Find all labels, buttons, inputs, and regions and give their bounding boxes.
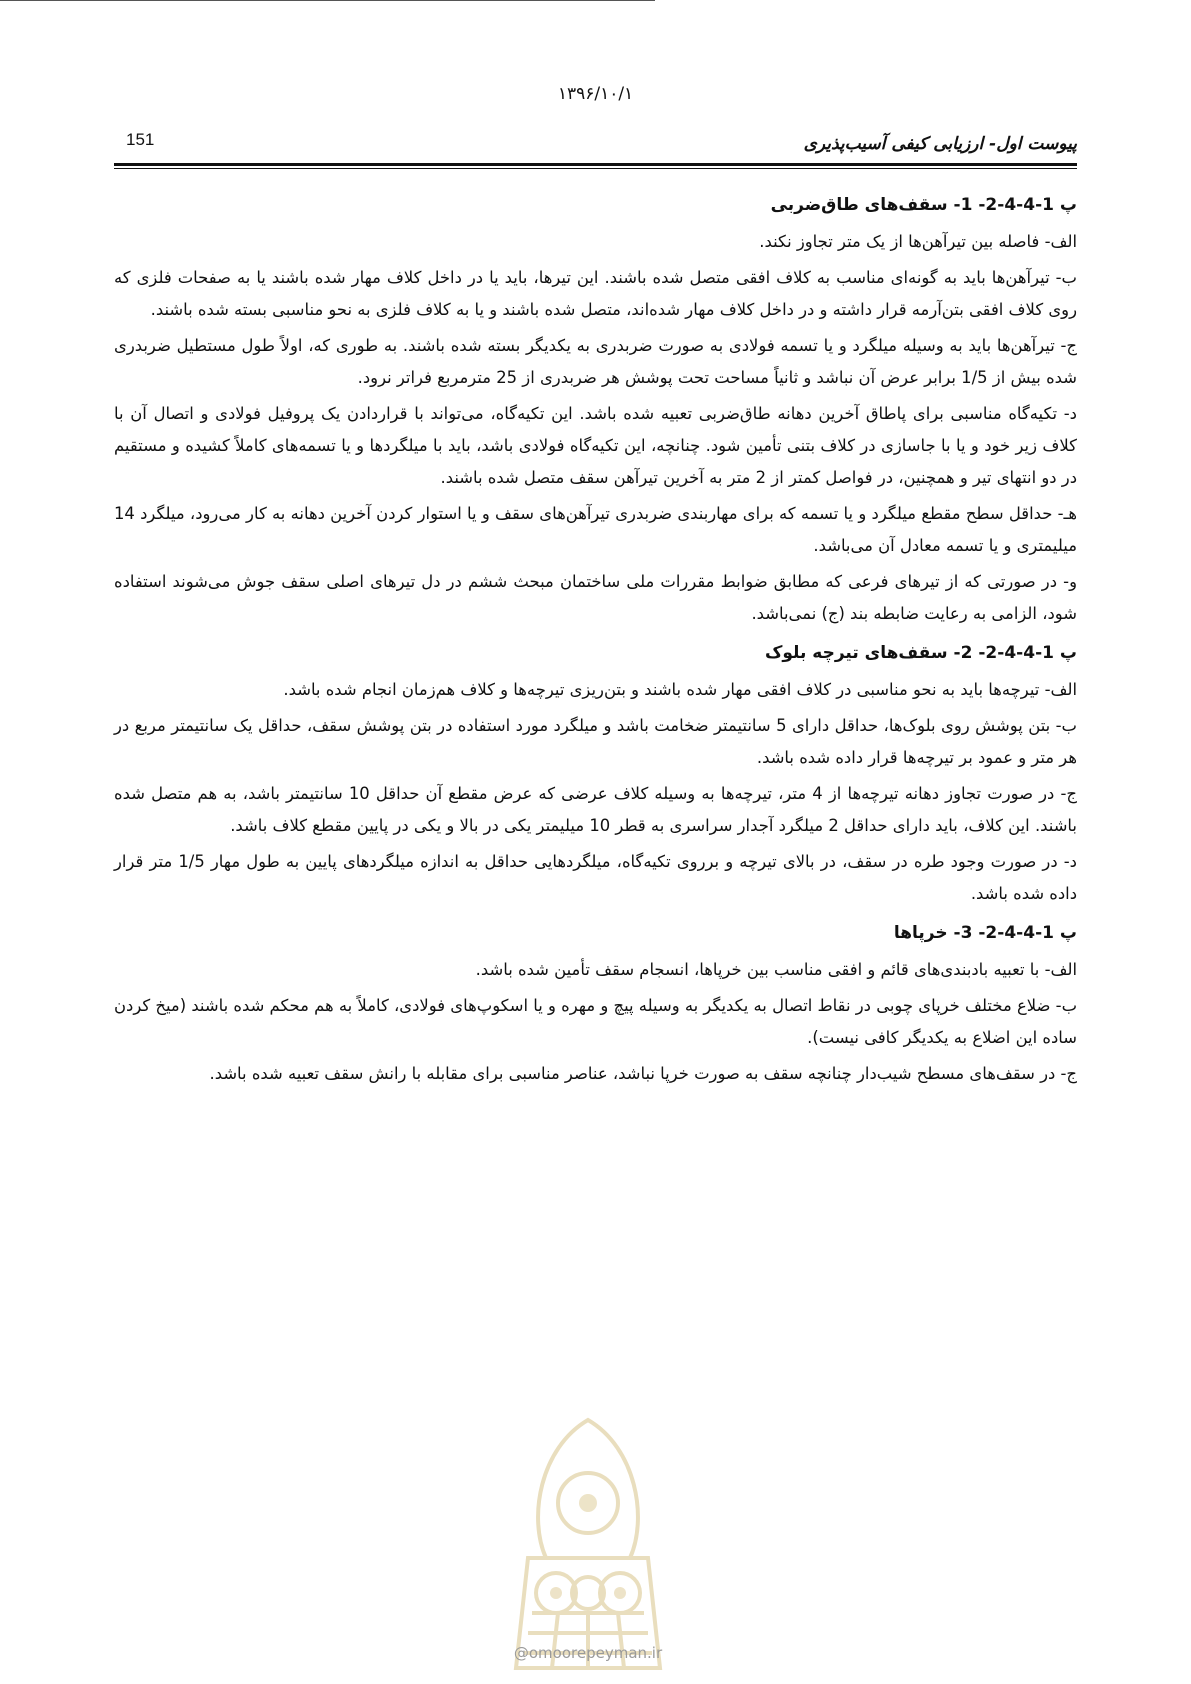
paragraph: د- تکیه‌گاه مناسبی برای پاطاق آخرین دهانه طاق‌ضربی تعبیه شده باشد. این تکیه‌گاه، می‌تواند با قراردادن یک پروفیل فولادی و اتصال آن با کلاف زیر خود و یا با جاسازی در کلاف بتنی تأمین شود. چنانچه، این تکیه‌گاه فولادی باشد، باید با میلگردها و یا تسمه‌های کاملاً کشیده و مستقیم در دو انتهای تیر و همچنین، در فواصل کمتر از 2 متر به آخرین تیرآهن سقف متصل شده باشند. (114, 404, 1077, 487)
watermark-logo (488, 1408, 688, 1678)
document-body (114, 184, 1077, 1092)
paragraph: ج- در صورت تجاوز دهانه تیرچه‌ها از 4 متر، تیرچه‌ها به وسیله کلاف عرضی که عرض مقطع آن حداقل 10 سانتیمتر باشد، به هم متصل شده باشند. این کلاف، باید دارای حداقل 2 میلگرد آجدار سراسری به قطر 10 میلیمتر یکی در بالا و یکی در پایین مقطع کلاف باشد. (114, 784, 1077, 835)
page-number: 151 (126, 130, 155, 149)
section-2 (114, 632, 1077, 912)
section-heading: پ 1-4-4-2- 3- خرپاها (893, 923, 1077, 943)
document-date: ۱۳۹۶/۱۰/۱ (557, 84, 634, 104)
paragraph: الف- با تعبیه بادبندی‌های قائم و افقی مناسب بین خرپاها، انسجام سقف تأمین شده باشد. (475, 960, 1077, 979)
paragraph: د- در صورت وجود طره در سقف، در بالای تیرچه و برروی تکیه‌گاه، میلگردهایی حداقل به اندازه میلگردهای پایین به طول مهار 1/5 متر قرار داده شده باشد. (114, 852, 1077, 903)
header-rule (114, 163, 1077, 166)
watermark-url: @omoorepeyman.ir (513, 1644, 663, 1662)
section-1 (114, 184, 1077, 632)
section-heading: پ 1-4-4-2- 1- سقف‌های طاق‌ضربی (770, 195, 1077, 215)
header-rule-thin (114, 168, 1077, 169)
paragraph: ب- تیرآهن‌ها باید به گونه‌ای مناسب به کلاف افقی متصل شده باشند. این تیرها، باید یا در داخل کلاف مهار شده باشند یا به صفحات فلزی که روی کلاف افقی بتن‌آرمه قرار داشته و در داخل کلاف مهار شده‌اند، متصل شده باشند و یا به کلاف فلزی به نحو مناسبی بسته شده باشند. (114, 268, 1077, 319)
paragraph: الف- فاصله بین تیرآهن‌ها از یک متر تجاوز نکند. (759, 232, 1077, 251)
paragraph: ج- تیرآهن‌ها باید به وسیله میلگرد و یا تسمه فولادی به صورت ضربدری به یکدیگر بسته شده باشند. به طوری که، اولاً طول مستطیل ضربدری شده بیش از 1/5 برابر عرض آن نباشد و ثانیاً مساحت تحت پوشش هر ضربدری از 25 مترمربع فراتر نرود. (114, 336, 1077, 387)
paragraph: ج- در سقف‌های مسطح شیب‌دار چنانچه سقف به صورت خرپا نباشد، عناصر مناسبی برای مقابله با رانش سقف تعبیه شده باشد. (209, 1064, 1077, 1083)
paragraph: و- در صورتی که از تیرهای فرعی که مطابق ضوابط مقررات ملی ساختمان مبحث ششم در دل تیرهای اصلی سقف جوش می‌شوند استفاده شود، الزامی به رعایت ضابطه بند (ج) نمی‌باشد. (114, 572, 1077, 623)
paragraph: هـ- حداقل سطح مقطع میلگرد و یا تسمه که برای مهاربندی ضربدری تیرآهن‌های سقف و یا استوار کردن آخرین دهانه به کار می‌رود، میلگرد 14 میلیمتری و یا تسمه معادل آن می‌باشد. (114, 504, 1077, 555)
running-title: پیوست اول- ارزیابی کیفی آسیب‌پذیری (803, 134, 1077, 154)
section-heading: پ 1-4-4-2- 2- سقف‌های تیرچه بلوک (764, 643, 1077, 663)
paragraph: ب- بتن پوشش روی بلوک‌ها، حداقل دارای 5 سانتیمتر ضخامت باشد و میلگرد مورد استفاده در بتن پوشش سقف، حداقل یک سانتیمتر مربع در هر متر و عمود بر تیرچه‌ها قرار داده شده باشد. (114, 716, 1077, 767)
page-top-rule (0, 0, 655, 1)
paragraph: ب- ضلاع مختلف خرپای چوبی در نقاط اتصال به یکدیگر به وسیله پیچ و مهره و یا اسکوپ‌های فولادی، کاملاً به هم محکم شده باشند (میخ کردن ساده این اضلاع به یکدیگر کافی نیست). (114, 996, 1077, 1047)
paragraph: الف- تیرچه‌ها باید به نحو مناسبی در کلاف افقی مهار شده باشند و بتن‌ریزی تیرچه‌ها و کلاف هم‌زمان انجام شده باشد. (283, 680, 1077, 699)
running-header (114, 128, 1077, 162)
section-3 (114, 912, 1077, 1092)
